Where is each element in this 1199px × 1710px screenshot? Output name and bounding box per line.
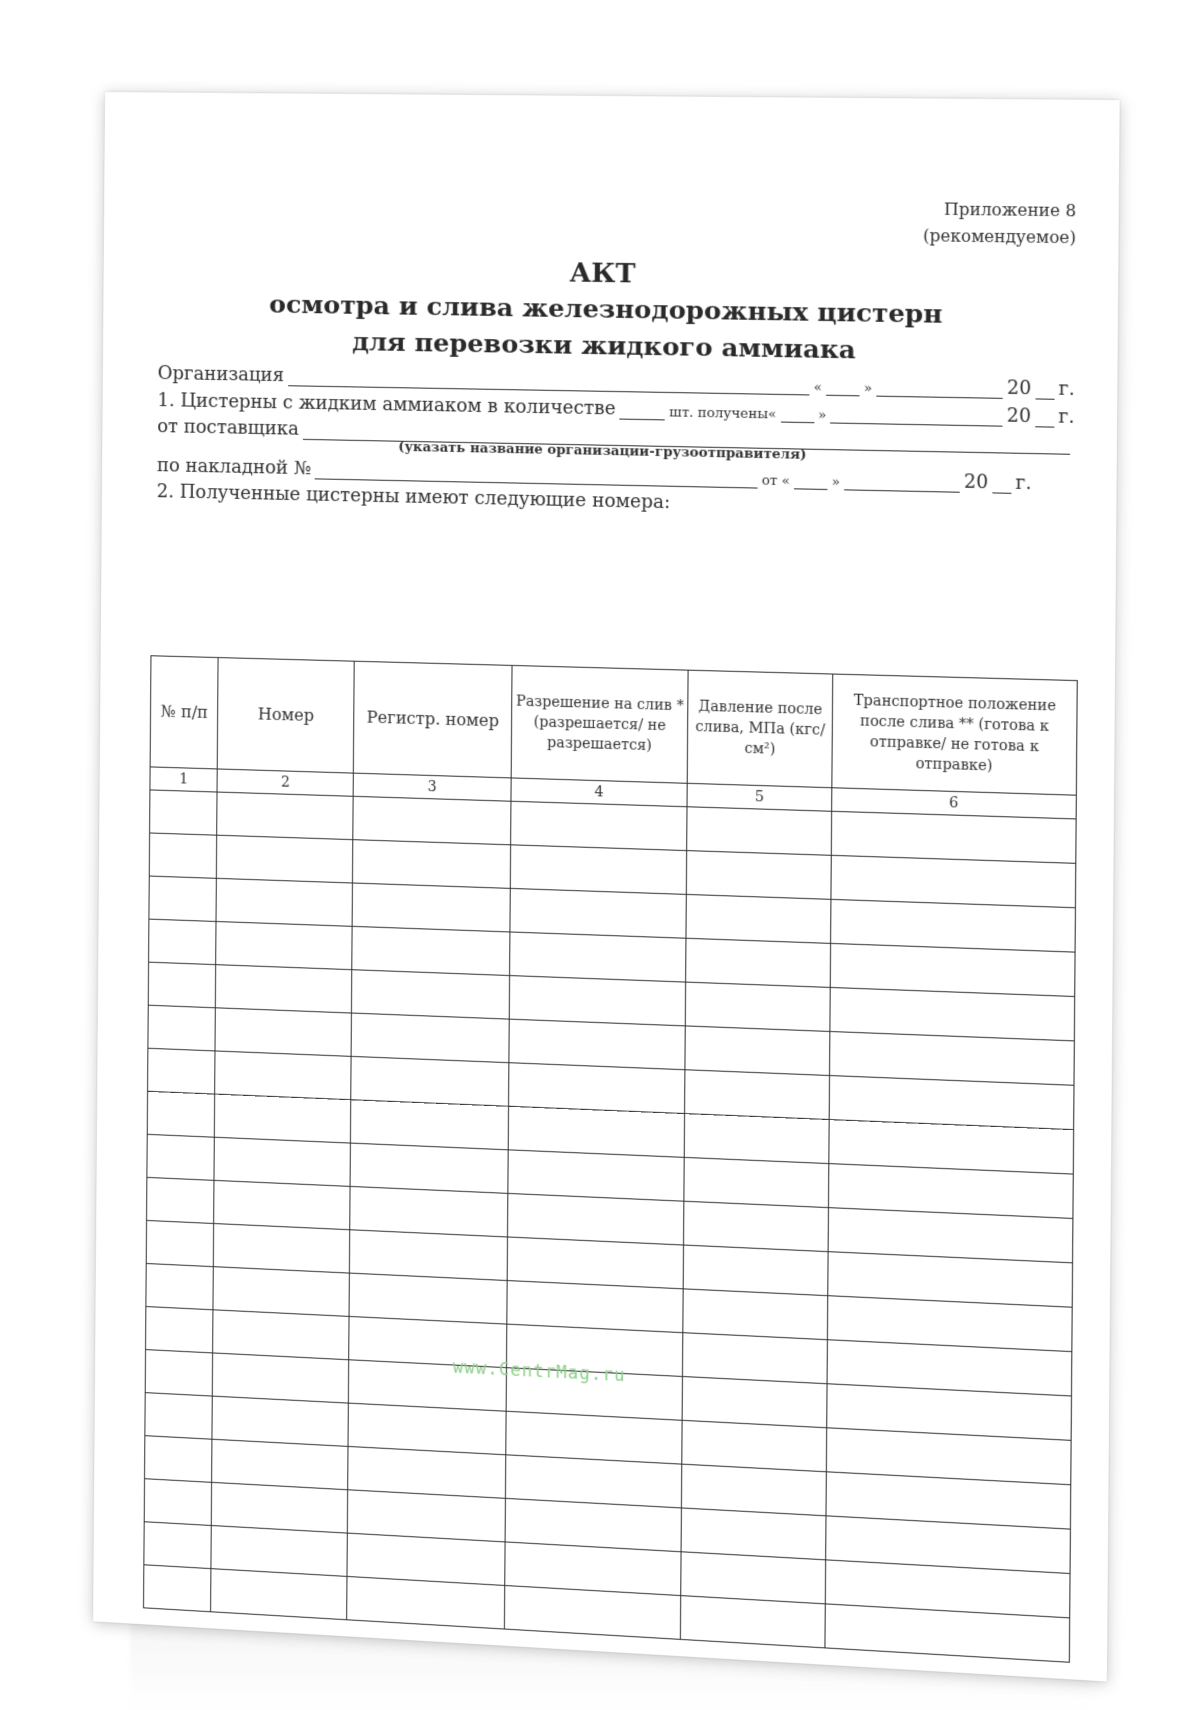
table-cell[interactable]	[832, 811, 1076, 863]
col-number: 2	[217, 769, 353, 796]
appendix-status: (рекомендуемое)	[923, 225, 1077, 248]
table-cell[interactable]	[510, 888, 686, 938]
table-cell[interactable]	[685, 982, 830, 1031]
table-cell[interactable]	[144, 1522, 212, 1569]
table-cell[interactable]	[686, 851, 831, 900]
document-title	[103, 250, 1118, 373]
table-cell[interactable]	[350, 1186, 508, 1237]
table-cell[interactable]	[214, 1137, 350, 1186]
header-index: № п/п	[150, 656, 218, 769]
from-label: от	[761, 473, 778, 489]
title-purpose: для перевозки жидкого аммиака	[352, 326, 856, 365]
year-field[interactable]	[1035, 380, 1054, 400]
table-cell[interactable]	[511, 845, 687, 895]
table-cell[interactable]	[351, 1100, 509, 1150]
table-cell[interactable]	[684, 1114, 829, 1164]
supplier-hint: (указать название организации-грузоотправителя)	[398, 439, 807, 463]
day-field[interactable]	[826, 376, 860, 396]
table-cell[interactable]	[685, 1026, 830, 1076]
table-cell[interactable]	[353, 840, 511, 889]
year-prefix: 20	[1006, 377, 1032, 400]
table-body	[144, 790, 1077, 1662]
table-cell[interactable]	[683, 1245, 828, 1296]
table-cell[interactable]	[149, 919, 217, 965]
col-number: 6	[832, 788, 1076, 819]
tank-numbers-table	[143, 655, 1078, 1663]
quote-open: «	[813, 380, 822, 396]
quote-close: »	[831, 474, 841, 491]
title-subject: осмотра и слива железнодорожных цистерн	[269, 289, 943, 329]
table-cell[interactable]	[347, 1576, 505, 1629]
item2-label: 2. Полученные цистерны имеют следующие номера:	[156, 481, 671, 514]
table-cell[interactable]	[147, 1177, 215, 1223]
table-cell[interactable]	[683, 1289, 828, 1340]
table-cell[interactable]	[146, 1307, 214, 1353]
table-cell[interactable]	[510, 932, 686, 982]
table-cell[interactable]	[682, 1464, 827, 1516]
table-cell[interactable]	[211, 1526, 347, 1577]
table-cell[interactable]	[148, 1048, 216, 1094]
table-cell[interactable]	[215, 1008, 351, 1057]
table-cell[interactable]	[149, 833, 217, 878]
pieces-received-label: шт. получены	[669, 405, 769, 423]
table-cell[interactable]	[505, 1585, 681, 1639]
table-cell[interactable]	[217, 792, 353, 840]
header-transport-position: Транспортное положение после слива ** (готова к отправке/ не готова к отправке)	[832, 674, 1077, 795]
table-cell[interactable]	[508, 1150, 684, 1201]
col-number: 3	[353, 773, 511, 801]
table-cell[interactable]	[683, 1333, 828, 1384]
table-cell[interactable]	[215, 1051, 351, 1100]
document-sheet	[93, 92, 1120, 1682]
title-act: АКТ	[569, 258, 636, 290]
table-cell[interactable]	[349, 1273, 507, 1324]
appendix-note	[923, 196, 1076, 251]
table-cell[interactable]	[212, 1396, 348, 1446]
table-cell[interactable]	[146, 1263, 214, 1309]
table-cell[interactable]	[684, 1201, 829, 1251]
table-cell[interactable]	[214, 1224, 350, 1274]
header-drain-permission: Разрешение на слив * (разрешается/ не разрешается)	[511, 665, 688, 783]
table-cell[interactable]	[145, 1350, 213, 1397]
table-cell[interactable]	[687, 807, 832, 856]
table-cell[interactable]	[352, 883, 510, 932]
col-number: 4	[511, 778, 687, 807]
table-cell[interactable]	[510, 976, 686, 1026]
table-cell[interactable]	[149, 876, 217, 921]
table-cell[interactable]	[214, 1180, 350, 1229]
table-cell[interactable]	[213, 1267, 349, 1317]
table-cell[interactable]	[212, 1482, 348, 1533]
quote-close: »	[818, 407, 827, 424]
invoice-label: по накладной №	[156, 455, 312, 480]
table-cell[interactable]	[216, 965, 352, 1013]
col-number: 5	[687, 783, 832, 811]
year-suffix: г.	[1058, 378, 1075, 401]
appendix-number: Приложение 8	[944, 199, 1077, 221]
table-cell[interactable]	[352, 926, 510, 975]
invoice-month-field[interactable]	[844, 471, 960, 493]
table-cell[interactable]	[682, 1420, 827, 1472]
table-cell[interactable]	[150, 790, 218, 835]
quote-open: «	[781, 473, 790, 490]
invoice-day-field[interactable]	[794, 470, 828, 490]
quantity-field[interactable]	[620, 400, 666, 420]
supplier-label: от поставщика	[157, 415, 299, 440]
table-cell[interactable]	[212, 1439, 348, 1490]
table-cell[interactable]	[216, 878, 352, 926]
table-cell[interactable]	[686, 894, 831, 943]
table-cell[interactable]	[351, 1056, 509, 1106]
table-cell[interactable]	[685, 1070, 830, 1120]
quote-open: «	[768, 406, 777, 423]
year-prefix: 20	[1006, 405, 1032, 428]
table-cell[interactable]	[682, 1376, 827, 1427]
received-month-field[interactable]	[831, 404, 1003, 427]
table-cell[interactable]	[147, 1091, 215, 1137]
table-cell[interactable]	[148, 962, 216, 1008]
header-reg-number: Регистр. номер	[354, 661, 513, 778]
table-cell[interactable]	[145, 1393, 213, 1440]
year-suffix: г.	[1015, 472, 1032, 495]
table-cell[interactable]	[145, 1436, 213, 1483]
quote-close: »	[863, 381, 873, 397]
table-cell[interactable]	[211, 1569, 347, 1620]
invoice-year-field[interactable]	[992, 474, 1011, 494]
table-cell[interactable]	[351, 1013, 509, 1063]
table-cell[interactable]	[680, 1596, 825, 1648]
year-suffix: г.	[1058, 406, 1075, 429]
header-number: Номер	[218, 658, 355, 774]
table-cell[interactable]	[511, 801, 687, 850]
table-cell[interactable]	[350, 1230, 508, 1281]
table-cell[interactable]	[144, 1479, 212, 1526]
table-cell[interactable]	[216, 921, 352, 969]
table-cell[interactable]	[509, 1019, 685, 1070]
table-cell[interactable]	[350, 1143, 508, 1193]
organization-field[interactable]	[288, 367, 809, 395]
table-cell[interactable]	[147, 1134, 215, 1180]
watermark: www.CentrMag.ru	[452, 1357, 626, 1387]
col-number: 1	[150, 767, 218, 792]
table-cell[interactable]	[217, 835, 353, 883]
table-cell[interactable]	[509, 1063, 685, 1114]
header-pressure: Давление после слива, МПа (кгс/см²)	[687, 670, 833, 788]
item1-label: 1. Цистерны с жидким аммиаком в количестве	[157, 389, 616, 420]
received-year-field[interactable]	[1035, 408, 1054, 428]
received-day-field[interactable]	[780, 403, 814, 423]
table-cell[interactable]	[509, 1106, 685, 1157]
table-cell[interactable]	[213, 1353, 349, 1403]
table-cell[interactable]	[213, 1310, 349, 1360]
year-prefix: 20	[963, 471, 989, 494]
table-cell[interactable]	[146, 1220, 214, 1266]
table-cell[interactable]	[353, 796, 511, 845]
table-cell[interactable]	[144, 1565, 212, 1612]
table-cell[interactable]	[684, 1157, 829, 1207]
invoice-number-field[interactable]	[315, 460, 758, 488]
table-cell[interactable]	[148, 1005, 216, 1051]
table-cell[interactable]	[686, 938, 831, 987]
table-cell[interactable]	[352, 970, 510, 1019]
organization-label: Организация	[157, 362, 285, 387]
table-cell[interactable]	[215, 1094, 351, 1143]
month-field[interactable]	[876, 377, 1003, 399]
